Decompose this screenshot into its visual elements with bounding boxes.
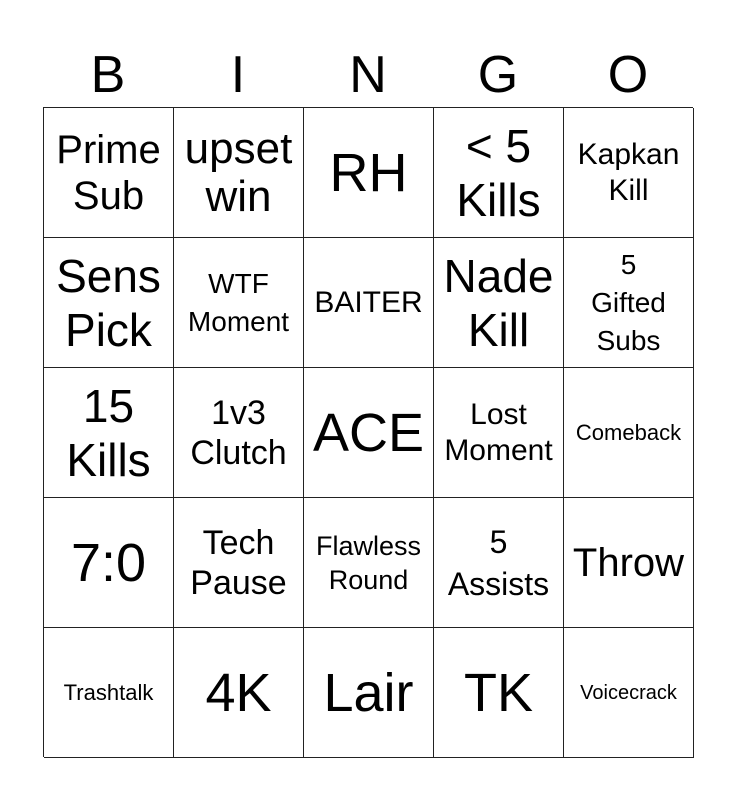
bingo-cell[interactable] (44, 498, 174, 628)
cell-text: < 5 Kills (456, 119, 541, 226)
cell-text: Tech Pause (190, 523, 287, 602)
cell-text: ACE (312, 402, 425, 463)
bingo-cell[interactable] (174, 368, 304, 498)
cell-text: Lair (323, 662, 414, 723)
cell-text: Sens Pick (56, 249, 161, 356)
bingo-cell[interactable] (174, 238, 304, 368)
cell-text: BAITER (314, 285, 423, 319)
bingo-cell[interactable] (434, 498, 564, 628)
bingo-cell[interactable] (564, 108, 694, 238)
bingo-cell[interactable] (44, 628, 174, 758)
bingo-cell[interactable] (434, 238, 564, 368)
bingo-cell[interactable] (434, 628, 564, 758)
cell-text: Prime Sub (56, 127, 161, 218)
cell-text: Throw (572, 540, 685, 585)
bingo-cell[interactable] (304, 368, 434, 498)
header-letter-i: I (230, 46, 246, 104)
bingo-grid (43, 107, 693, 757)
bingo-header (43, 42, 693, 108)
cell-text: Voicecrack (580, 681, 677, 704)
cell-text: upset win (184, 123, 293, 221)
bingo-cell[interactable] (174, 108, 304, 238)
bingo-cell[interactable] (304, 108, 434, 238)
cell-text: Kapkan Kill (577, 137, 680, 207)
cell-text: Lost Moment (444, 397, 553, 467)
cell-text: TK (463, 662, 533, 723)
header-letter-n: N (349, 46, 387, 104)
cell-text: 1v3 Clutch (190, 393, 287, 472)
bingo-cell[interactable] (564, 368, 694, 498)
cell-text: 5 Assists (447, 523, 550, 602)
bingo-cell[interactable] (174, 498, 304, 628)
bingo-cell[interactable] (44, 108, 174, 238)
bingo-cell[interactable] (304, 628, 434, 758)
cell-text: RH (329, 142, 408, 203)
bingo-cell[interactable] (174, 628, 304, 758)
bingo-cell[interactable] (304, 238, 434, 368)
bingo-cell[interactable] (44, 368, 174, 498)
bingo-cell[interactable] (44, 238, 174, 368)
cell-text: 15 Kills (66, 379, 151, 486)
header-letter-g: G (477, 46, 519, 104)
header-letter-o: O (607, 46, 649, 104)
cell-text: WTF Moment (187, 267, 290, 337)
bingo-cell[interactable] (434, 108, 564, 238)
cell-text: Trashtalk (63, 679, 154, 705)
header-letter-b: B (90, 46, 126, 104)
cell-text: Comeback (575, 419, 682, 445)
bingo-cell[interactable] (304, 498, 434, 628)
cell-text: 4K (205, 662, 272, 723)
cell-text: Flawless Round (315, 530, 422, 595)
cell-text: Nade Kill (443, 249, 554, 356)
bingo-cell[interactable] (564, 628, 694, 758)
cell-text: 5 Gifted Subs (591, 248, 666, 356)
bingo-cell[interactable] (564, 238, 694, 368)
bingo-cell[interactable] (564, 498, 694, 628)
bingo-cell[interactable] (434, 368, 564, 498)
cell-text: 7:0 (70, 532, 147, 593)
